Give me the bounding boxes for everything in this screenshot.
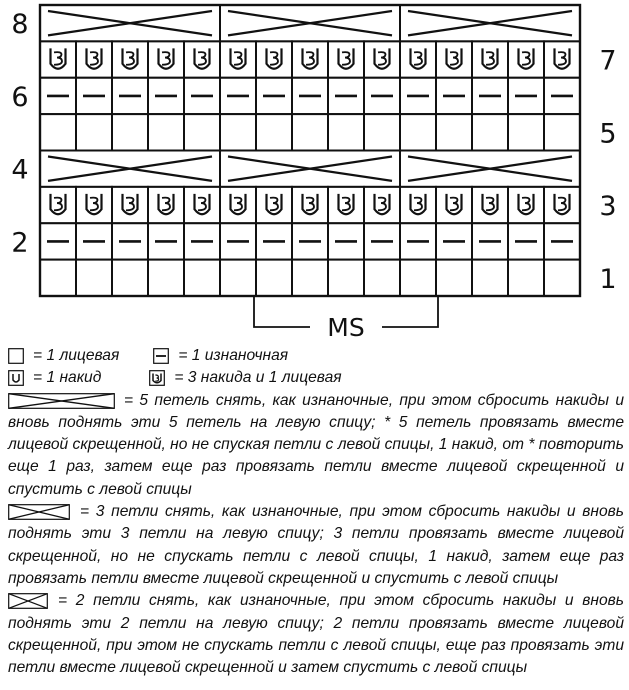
purl-cell [436, 223, 472, 259]
cross-5-cell [40, 5, 220, 41]
row-number-3: 3 [599, 191, 617, 223]
yarn-over-3-cell [364, 41, 400, 77]
ms-bracket-left [254, 296, 310, 327]
cell-frame [76, 41, 112, 77]
cell-frame [544, 187, 580, 223]
purl-cell [148, 223, 184, 259]
chart-row-1 [40, 260, 580, 296]
cell-frame [472, 114, 508, 150]
purl-cell [400, 223, 436, 259]
row-number-5: 5 [599, 118, 617, 150]
cell-frame [400, 260, 436, 296]
yarn-over-3-cell [292, 187, 328, 223]
yarn-over-3-cell [544, 41, 580, 77]
cell-frame [112, 41, 148, 77]
cell-frame [76, 187, 112, 223]
yarn-over-3-cell [40, 187, 76, 223]
cell-frame [184, 187, 220, 223]
yarn-over-3-cell [328, 187, 364, 223]
chart-grid [40, 5, 580, 296]
cross-3-symbol [8, 504, 70, 520]
row-number-2: 2 [11, 227, 29, 259]
legend-row-2 [8, 367, 624, 389]
purl-cell [400, 78, 436, 114]
purl-cell [76, 223, 112, 259]
cell-frame [508, 41, 544, 77]
cell-frame [400, 114, 436, 150]
knit-cell [292, 260, 328, 296]
knit-cell [364, 260, 400, 296]
yarn-over-3-cell [112, 41, 148, 77]
purl-symbol [153, 348, 169, 364]
legend-cross5-text: = 5 петель снять, как изнаночные, при этом сбросить накиды и вновь поднять эти 5 петель на левую спицу; * 5 петель провязать вместе лицевой скрещенной, но не спуская петли с левой спицы, 1 накид, от * повторить еще 1 раз, затем еще раз провязать петли вместе лицевой скрещенной и спустить с левой спицы [8, 391, 624, 498]
row-number-8: 8 [11, 9, 29, 41]
cell-frame [328, 41, 364, 77]
cell-frame [76, 114, 112, 150]
knit-cell [148, 260, 184, 296]
purl-cell [184, 223, 220, 259]
cell-frame [508, 260, 544, 296]
cross-5-cell [400, 5, 580, 41]
knit-cell [544, 260, 580, 296]
chart-row-2 [40, 223, 580, 259]
ms-bracket [254, 296, 438, 342]
yarn-over-3-cell [400, 41, 436, 77]
knit-cell [112, 260, 148, 296]
knit-cell [40, 260, 76, 296]
purl-cell [220, 78, 256, 114]
cell-frame [364, 114, 400, 150]
row-number-1: 1 [599, 263, 617, 295]
cell-frame [364, 41, 400, 77]
purl-cell [184, 78, 220, 114]
cross-5-symbol [8, 393, 115, 409]
purl-cell [256, 78, 292, 114]
yarn-over-3-cell [400, 187, 436, 223]
row-number-4: 4 [11, 154, 29, 186]
cell-frame [184, 260, 220, 296]
legend-cross3-text: = 3 петли снять, как изнаночные, при этом сбросить накиды и вновь поднять эти 3 петли на левую спицу; 3 петли провязать вместе лицевой скрещенной, но не спускать петли с левой спицы, 1 накид, затем еще раз провязать петли вместе лицевой скрещенной и спустить с левой спицы [8, 503, 624, 587]
cell-frame [292, 187, 328, 223]
knit-cell [76, 114, 112, 150]
cell-frame [148, 114, 184, 150]
ms-bracket-right [382, 296, 438, 327]
chart-row-7 [40, 41, 580, 77]
yarn-over-symbol [8, 370, 24, 386]
purl-cell [292, 78, 328, 114]
yarn-over-3-cell [328, 41, 364, 77]
knit-cell [292, 114, 328, 150]
yarn-over-3-cell [256, 41, 292, 77]
knit-cell [184, 114, 220, 150]
cell-frame [292, 114, 328, 150]
cell-frame [472, 187, 508, 223]
legend-purl-text: = 1 изнаночная [178, 347, 289, 364]
yarn-over-3-cell [256, 187, 292, 223]
cross-5-cell [220, 5, 400, 41]
yarn-over-3-cell [148, 41, 184, 77]
knit-cell [40, 114, 76, 150]
cell-frame [220, 187, 256, 223]
cell-frame [328, 187, 364, 223]
purl-cell [544, 223, 580, 259]
knit-cell [256, 114, 292, 150]
cell-frame [112, 187, 148, 223]
cell-frame [400, 41, 436, 77]
cell-frame [292, 260, 328, 296]
yarn-over-3-cell [436, 187, 472, 223]
knit-cell [328, 114, 364, 150]
cell-frame [184, 41, 220, 77]
purl-cell [472, 223, 508, 259]
cell-frame [148, 187, 184, 223]
knit-cell [112, 114, 148, 150]
yarn-over-3-cell [544, 187, 580, 223]
purl-cell [472, 78, 508, 114]
yarn-over-3-cell [292, 41, 328, 77]
yarn-over-3-cell [184, 187, 220, 223]
cell-frame [544, 260, 580, 296]
knit-cell [364, 114, 400, 150]
purl-cell [364, 78, 400, 114]
cell-frame [148, 260, 184, 296]
cell-frame [112, 114, 148, 150]
purl-cell [508, 78, 544, 114]
legend [8, 345, 624, 679]
cell-frame [508, 187, 544, 223]
cell-frame [436, 260, 472, 296]
cell-frame [436, 114, 472, 150]
knit-cell [436, 260, 472, 296]
yarn-over-3-cell [76, 41, 112, 77]
knit-cell [544, 114, 580, 150]
cell-frame [508, 114, 544, 150]
row-number-6: 6 [11, 81, 29, 113]
purl-cell [508, 223, 544, 259]
knit-cell [148, 114, 184, 150]
ms-label: MS [327, 313, 365, 342]
knit-cell [256, 260, 292, 296]
cell-frame [40, 114, 76, 150]
chart-row-4 [40, 151, 580, 187]
cell-frame [364, 260, 400, 296]
cell-frame [220, 41, 256, 77]
cell-frame [436, 187, 472, 223]
yarn-over-3-cell [364, 187, 400, 223]
purl-cell [436, 78, 472, 114]
row-number-7: 7 [599, 45, 617, 77]
yarn-over-3-cell [184, 41, 220, 77]
purl-cell [148, 78, 184, 114]
knit-cell [76, 260, 112, 296]
purl-cell [328, 223, 364, 259]
knit-cell [472, 114, 508, 150]
cell-frame [328, 260, 364, 296]
cell-frame [76, 260, 112, 296]
cell-frame [292, 41, 328, 77]
knit-cell [220, 114, 256, 150]
cross-5-cell [220, 151, 400, 187]
cell-frame [436, 41, 472, 77]
cross-2-symbol [8, 593, 48, 609]
knit-cell [400, 114, 436, 150]
legend-row-1 [8, 345, 624, 367]
cell-frame [256, 114, 292, 150]
knit-cell [508, 260, 544, 296]
chart-row-3 [40, 187, 580, 223]
yarn-over-3-cell [472, 187, 508, 223]
purl-cell [112, 78, 148, 114]
legend-yo3-text: = 3 накида и 1 лицевая [174, 369, 342, 387]
cell-frame [220, 114, 256, 150]
cell-frame [364, 187, 400, 223]
cell-frame [40, 260, 76, 296]
purl-cell [76, 78, 112, 114]
cell-frame [40, 187, 76, 223]
legend-cross2 [8, 590, 624, 679]
yarn-over-3-cell [220, 187, 256, 223]
chart-row-6 [40, 78, 580, 114]
cell-frame [472, 260, 508, 296]
legend-cross5 [8, 390, 624, 501]
purl-cell [256, 223, 292, 259]
cell-frame [328, 114, 364, 150]
yarn-over-3-cell [508, 187, 544, 223]
chart-row-8 [40, 5, 580, 41]
cell-frame [184, 114, 220, 150]
knit-cell [328, 260, 364, 296]
cell-frame [256, 41, 292, 77]
yarn-over-3-cell [148, 187, 184, 223]
cell-frame [472, 41, 508, 77]
cell-frame [256, 187, 292, 223]
knit-cell [436, 114, 472, 150]
yarn-over-3-symbol [149, 370, 165, 386]
yarn-over-3-cell [112, 187, 148, 223]
yarn-over-3-cell [436, 41, 472, 77]
knit-cell [220, 260, 256, 296]
legend-cross2-text: = 2 петли снять, как изнаночные, при этом сбросить накиды и вновь поднять эти 2 петли на левую спицу; 2 петли провязать вместе лицевой скрещенной, при этом не спускать петли с левой спицы, еще раз провязать эти петли вместе лицевой скрещенной и затем спустить с левой спицы [8, 592, 624, 677]
cross-5-cell [400, 151, 580, 187]
purl-cell [40, 223, 76, 259]
legend-knit-text: = 1 лицевая [33, 347, 120, 364]
purl-cell [40, 78, 76, 114]
purl-cell [292, 223, 328, 259]
yarn-over-3-cell [508, 41, 544, 77]
knit-cell [400, 260, 436, 296]
purl-cell [328, 78, 364, 114]
cell-frame [220, 260, 256, 296]
knit-cell [184, 260, 220, 296]
legend-cross3 [8, 501, 624, 590]
knit-symbol [8, 348, 24, 364]
purl-cell [364, 223, 400, 259]
yarn-over-3-cell [472, 41, 508, 77]
cell-frame [400, 187, 436, 223]
cell-frame [40, 41, 76, 77]
cell-frame [112, 260, 148, 296]
purl-cell [220, 223, 256, 259]
purl-cell [112, 223, 148, 259]
yarn-over-3-cell [76, 187, 112, 223]
yarn-over-3-cell [220, 41, 256, 77]
cross-5-cell [40, 151, 220, 187]
cell-frame [256, 260, 292, 296]
knit-cell [508, 114, 544, 150]
purl-cell [544, 78, 580, 114]
legend-yo-text: = 1 накид [33, 369, 102, 387]
chart-row-5 [40, 114, 580, 150]
cell-frame [544, 114, 580, 150]
yarn-over-3-cell [40, 41, 76, 77]
knit-cell [472, 260, 508, 296]
cell-frame [544, 41, 580, 77]
cell-frame [148, 41, 184, 77]
